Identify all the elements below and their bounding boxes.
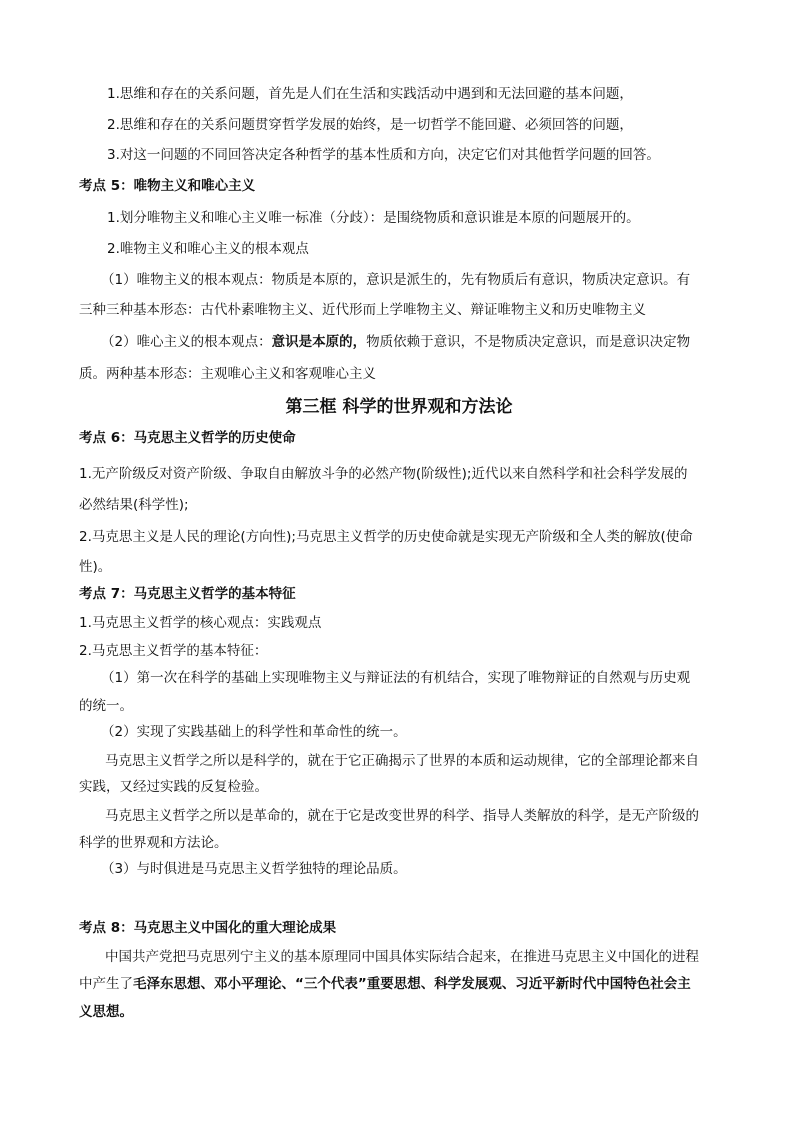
paragraph-6-line-2: 三种三种基本形态：古代朴素唯物主义、近代形而上学唯物主义、辩证唯物主义和历史唯物主义 [79, 302, 646, 318]
paragraph-7-line-2: 质。两种基本形态：主观唯心主义和客观唯心主义 [79, 366, 376, 382]
paragraph-14-line-2: 实践，又经过实践的反复检验。 [79, 779, 268, 795]
paragraph-5: 2.唯物主义和唯心主义的根本观点 [107, 241, 309, 257]
section-title: 第三框 科学的世界观和方法论 [285, 397, 513, 417]
heading-kaodian-8: 考点 8：马克思主义中国化的重大理论成果 [79, 920, 337, 936]
paragraph-12-line-1: （1）第一次在科学的基础上实现唯物主义与辩证法的有机结合，实现了唯物辩证的自然观与历史观 [101, 670, 691, 686]
paragraph-8-line-1: 1.无产阶级反对资产阶级、争取自由解放斗争的必然产物(阶级性);近代以来自然科学和社会科学发展的 [79, 466, 688, 482]
heading-kaodian-5: 考点 5：唯物主义和唯心主义 [79, 178, 256, 194]
bold-text-run: 毛泽东思想、邓小平理论、“三个代表”重要思想、科学发展观、习近平新时代中国特色社会主 [133, 976, 691, 992]
paragraph-9-line-2: 性)。 [79, 559, 112, 575]
paragraph-1: 1.思维和存在的关系问题，首先是人们在生活和实践活动中遇到和无法回避的基本问题， [107, 86, 633, 102]
paragraph-15-line-2: 科学的世界观和方法论。 [79, 835, 228, 851]
bold-text-run: 意识是本原的， [271, 334, 367, 350]
paragraph-8-line-2: 必然结果(科学性); [79, 497, 189, 513]
paragraph-17-line-2 [79, 974, 691, 994]
paragraph-15-line-1: 马克思主义哲学之所以是革命的，就在于它是改变世界的科学、指导人类解放的科学，是无产阶级的 [105, 808, 699, 824]
text-run: 物质依赖于意识，不是物质决定意识，而是意识决定物 [366, 334, 691, 350]
paragraph-17-line-1: 中国共产党把马克思列宁主义的基本原理同中国具体实际结合起来，在推进马克思主义中国化的进程 [105, 949, 699, 965]
paragraph-6-line-1: （1）唯物主义的根本观点：物质是本原的，意识是派生的，先有物质后有意识，物质决定意识。有 [101, 272, 691, 288]
paragraph-16: （3）与时俱进是马克思主义哲学独特的理论品质。 [101, 861, 407, 877]
heading-kaodian-7: 考点 7：马克思主义哲学的基本特征 [79, 586, 296, 602]
paragraph-13: （2）实现了实践基础上的科学性和革命性的统一。 [101, 724, 407, 740]
paragraph-10: 1.马克思主义哲学的核心观点：实践观点 [79, 615, 322, 631]
paragraph-2: 2.思维和存在的关系问题贯穿哲学发展的始终，是一切哲学不能回避、必须回答的问题， [107, 117, 633, 133]
paragraph-3: 3.对这一问题的不同回答决定各种哲学的基本性质和方向，决定它们对其他哲学问题的回答。 [107, 147, 660, 163]
paragraph-12-line-2: 的统一。 [79, 698, 133, 714]
paragraph-7-line-1 [101, 332, 690, 352]
paragraph-17-line-3: 义思想。 [79, 1004, 133, 1020]
paragraph-14-line-1: 马克思主义哲学之所以是科学的，就在于它正确揭示了世界的本质和运动规律，它的全部理论都来自 [105, 753, 699, 769]
text-run: （2）唯心主义的根本观点： [101, 334, 272, 350]
heading-kaodian-6: 考点 6：马克思主义哲学的历史使命 [79, 430, 296, 446]
text-run: 中产生了 [79, 976, 133, 992]
paragraph-9-line-1: 2.马克思主义是人民的理论(方向性);马克思主义哲学的历史使命就是实现无产阶级和全人类的解放(使命 [79, 529, 693, 545]
paragraph-4: 1.划分唯物主义和唯心主义唯一标准（分歧）：是围绕物质和意识谁是本原的问题展开的。 [107, 210, 640, 226]
paragraph-11: 2.马克思主义哲学的基本特征： [79, 643, 268, 659]
